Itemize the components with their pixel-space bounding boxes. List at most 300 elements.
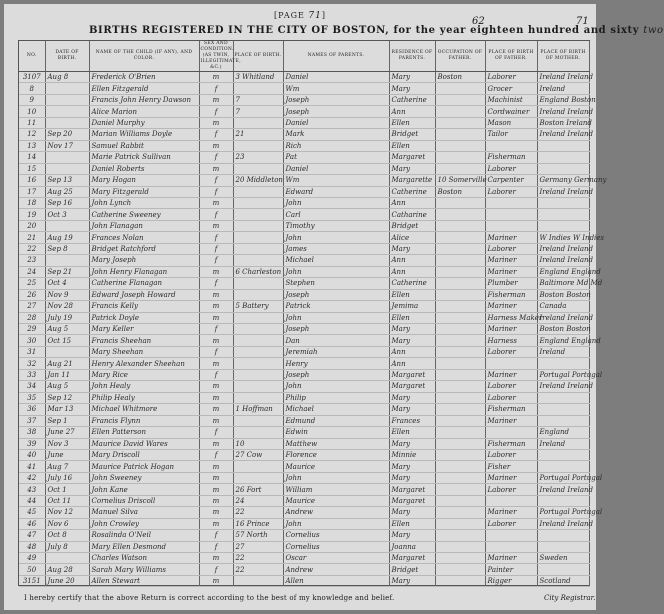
table-cell: John [283,232,389,243]
table-cell: Margaret [389,495,435,506]
table-cell: Bridget Ratchford [89,243,199,254]
table-cell: Edward [283,186,389,197]
table-cell [435,575,485,586]
table-cell: Grocer [485,83,537,94]
table-cell: m [199,312,233,323]
table-cell: Margaret [389,553,435,564]
table-cell [435,243,485,254]
table-cell: Joanna [389,541,435,552]
table-cell: m [199,404,233,415]
table-cell: Mariner [485,232,537,243]
table-cell: Edward Joseph Howard [89,289,199,300]
table-cell [45,117,89,128]
table-cell [233,335,283,346]
table-cell: Michael [283,404,389,415]
table-cell: Sweden [537,553,589,564]
table-cell [485,197,537,208]
table-cell [435,472,485,483]
table-cell: Frances [389,415,435,426]
table-cell: Allen Stewart [89,575,199,586]
table-cell: Mariner [485,255,537,266]
table-cell: Cornelius [283,530,389,541]
table-cell: Ellen [389,312,435,323]
table-cell: England England [537,266,589,277]
column-header: SEX AND CONDITION. (AS TWIN, ILLEGITIMATE, &C.) [200,41,241,70]
table-cell: Frederick O'Brien [89,72,199,83]
registrar-signature-label: City Registrar. [544,594,596,602]
table-cell [233,83,283,94]
table-cell: 47 [19,530,45,541]
table-cell: Oct 4 [45,278,89,289]
table-cell: John [283,518,389,529]
table-cell: 28 [19,312,45,323]
table-cell: Mary Sheehan [89,346,199,357]
table-cell [435,358,485,369]
table-cell: 18 [19,197,45,208]
table-row [19,140,589,151]
table-cell: Catherine Sweeney [89,209,199,220]
table-cell [435,323,485,334]
table-cell [45,255,89,266]
table-cell: Ellen [389,140,435,151]
table-row [19,266,589,277]
table-cell: Scotland [537,575,589,586]
table-cell: Allen [283,575,389,586]
table-cell: 7 [233,94,283,105]
table-cell: 46 [19,518,45,529]
table-cell: f [199,186,233,197]
table-cell: Mary Joseph [89,255,199,266]
table-cell: Fisherman [485,289,537,300]
table-header [19,41,589,72]
table-cell: Daniel Roberts [89,163,199,174]
table-cell: Ireland Ireland [537,255,589,266]
table-cell: Mariner [485,301,537,312]
table-cell: Sep 21 [45,266,89,277]
table-cell: 22 [233,507,283,518]
table-cell: Jemima [389,301,435,312]
table-cell: Ann [389,266,435,277]
table-cell: m [199,358,233,369]
table-cell: June [45,449,89,460]
table-cell: Rosalinda O'Neil [89,530,199,541]
table-cell [233,243,283,254]
table-cell: f [199,541,233,552]
table-cell [435,140,485,151]
table-cell: Margaret [389,152,435,163]
table-cell [435,106,485,117]
table-cell: Ann [389,106,435,117]
corner-mark-left: 62 [472,16,485,27]
table-cell: Nov 12 [45,507,89,518]
table-cell: John [283,197,389,208]
table-cell: Francis John Henry Dawson [89,94,199,105]
table-row [19,163,589,174]
table-cell: Ellen [389,117,435,128]
table-cell: Francis Kelly [89,301,199,312]
table-cell: Laborer [485,163,537,174]
table-cell: Harness Maker [485,312,537,323]
table-cell: Aug 25 [45,186,89,197]
table-cell [537,140,589,151]
table-cell: Aug 7 [45,461,89,472]
table-cell: Pat [283,152,389,163]
table-cell: f [199,449,233,460]
column-header: RESIDENCE OF PARENTS. [389,41,435,72]
table-cell [233,427,283,438]
table-cell: f [199,255,233,266]
table-cell: 7 [233,106,283,117]
table-row [19,209,589,220]
table-cell [435,129,485,140]
table-cell: John Kane [89,484,199,495]
table-cell: Bridget [389,220,435,231]
table-cell [435,541,485,552]
table-cell: m [199,197,233,208]
table-row [19,255,589,266]
table-cell: m [199,495,233,506]
table-row [19,323,589,334]
table-cell: Charles Watson [89,553,199,564]
table-cell: Catherine Flanagan [89,278,199,289]
table-cell: Ireland [537,346,589,357]
table-cell: Margaret [389,484,435,495]
table-cell [435,449,485,460]
table-cell: Stephen [283,278,389,289]
table-cell: 22 [19,243,45,254]
table-cell: Mary [389,575,435,586]
table-cell: Mariner [485,266,537,277]
table-cell: Maurice David Wares [89,438,199,449]
table-cell: Nov 3 [45,438,89,449]
table-cell: Joseph [283,94,389,105]
table-cell: Florence [283,449,389,460]
table-cell [537,197,589,208]
table-cell: John [283,266,389,277]
table-cell: Aug 21 [45,358,89,369]
table-cell: Ann [389,358,435,369]
table-cell: 50 [19,564,45,575]
table-cell: John Healy [89,381,199,392]
table-cell: Mariner [485,472,537,483]
table-cell [233,358,283,369]
table-cell [435,427,485,438]
table-cell: Daniel [283,117,389,128]
table-cell: Matthew [283,438,389,449]
table-cell: Mary Keller [89,323,199,334]
table-cell: m [199,553,233,564]
table-cell: Wm [283,83,389,94]
table-cell: Ann [389,255,435,266]
table-cell: 23 [233,152,283,163]
table-cell: July 8 [45,541,89,552]
table-row [19,278,589,289]
table-cell: Machinist [485,94,537,105]
table-cell: Portugal Portugal [537,507,589,518]
table-cell: m [199,575,233,586]
table-row [19,553,589,564]
table-cell [233,312,283,323]
table-cell [45,553,89,564]
table-cell: Jeremiah [283,346,389,357]
table-cell: Edmund [283,415,389,426]
title-year-suffix: two [643,25,664,36]
page-label: [PAGE [274,11,305,20]
table-cell: Ireland Ireland [537,129,589,140]
table-cell [435,507,485,518]
table-cell: Maurice [283,495,389,506]
table-cell: m [199,472,233,483]
table-cell: m [199,461,233,472]
table-cell: 41 [19,461,45,472]
table-cell: Ireland Ireland [537,243,589,254]
table-cell: 30 [19,335,45,346]
table-cell: Mary Rice [89,369,199,380]
table-cell: 27 [19,301,45,312]
table-cell: Mary [389,163,435,174]
table-row [19,83,589,94]
table-cell: James [283,243,389,254]
table-row [19,484,589,495]
table-cell: Andrew [283,507,389,518]
table-cell: Mary [389,83,435,94]
header-row [19,41,589,72]
table-cell [435,392,485,403]
table-cell: 34 [19,381,45,392]
table-row [19,507,589,518]
table-cell: 22 [233,553,283,564]
table-cell: Ellen [389,289,435,300]
title-text: BIRTHS REGISTERED IN THE CITY OF BOSTON, for the year eighteen hundred and sixty [89,25,640,36]
table-cell: f [199,243,233,254]
table-cell: Ireland Ireland [537,72,589,83]
table-cell: Mark [283,129,389,140]
table-cell: Maurice [283,461,389,472]
table-cell [233,117,283,128]
table-cell: Mary [389,72,435,83]
table-cell [435,94,485,105]
table-cell: Ellen Patterson [89,427,199,438]
table-cell: 33 [19,369,45,380]
table-cell: Mariner [485,415,537,426]
table-cell: 38 [19,427,45,438]
table-cell [537,461,589,472]
table-cell: Mary [389,243,435,254]
table-cell: 48 [19,541,45,552]
table-cell: W Indies W Indies [537,232,589,243]
table-cell: Boston Ireland [537,117,589,128]
table-cell: Mary [389,530,435,541]
table-cell [435,312,485,323]
table-cell [435,404,485,415]
table-cell: 3 Whitland [233,72,283,83]
table-cell: Plumber [485,278,537,289]
table-cell: Mary Hogan [89,175,199,186]
table-cell: Harness [485,335,537,346]
table-cell [233,140,283,151]
table-cell: Germany Germany [537,175,589,186]
table-cell: Sep 12 [45,392,89,403]
table-cell: Philip [283,392,389,403]
table-cell [233,323,283,334]
table-row [19,564,589,575]
table-cell: m [199,415,233,426]
table-cell: Mary Ellen Desmond [89,541,199,552]
table-cell: m [199,140,233,151]
table-cell [435,278,485,289]
column-header: DATE OF BIRTH. [45,41,89,72]
table-cell: Sep 8 [45,243,89,254]
table-cell [233,163,283,174]
table-cell [435,530,485,541]
table-cell [485,140,537,151]
table-cell: Ellen [389,427,435,438]
table-cell [435,197,485,208]
table-cell: Marie Patrick Sullivan [89,152,199,163]
table-cell [233,346,283,357]
table-cell: Fisherman [485,404,537,415]
column-header: PLACE OF BIRTH. [233,41,283,72]
table-cell: Bridget [389,129,435,140]
table-cell: 42 [19,472,45,483]
table-cell [537,541,589,552]
table-cell: Oscar [283,553,389,564]
table-cell: 24 [19,266,45,277]
table-cell: Aug 8 [45,72,89,83]
table-cell [435,564,485,575]
table-cell: William [283,484,389,495]
table-row [19,243,589,254]
table-cell: Joseph [283,369,389,380]
table-cell [537,209,589,220]
table-row [19,129,589,140]
table-cell: June 27 [45,427,89,438]
table-row [19,392,589,403]
table-cell: Portugal Portugal [537,472,589,483]
table-cell: Dan [283,335,389,346]
table-cell [233,575,283,586]
table-cell: Philip Healy [89,392,199,403]
table-cell: Henry Alexander Sheehan [89,358,199,369]
table-cell: f [199,232,233,243]
table-cell [537,358,589,369]
table-cell: 24 [233,495,283,506]
table-cell: 14 [19,152,45,163]
table-row [19,152,589,163]
table-cell: Alice Marion [89,106,199,117]
table-cell: f [199,427,233,438]
table-cell: Portugal Portugal [537,369,589,380]
table-cell: 40 [19,449,45,460]
table-row [19,369,589,380]
table-cell [233,472,283,483]
table-cell: 57 North [233,530,283,541]
table-cell: m [199,220,233,231]
page-number-header [4,11,596,21]
page-number: 71 [308,11,322,21]
table-cell: Nov 17 [45,140,89,151]
table-cell: Mary [389,392,435,403]
table-cell: 25 [19,278,45,289]
table-cell: Edwin [283,427,389,438]
table-cell: Marian Williams Doyle [89,129,199,140]
table-cell: Laborer [485,72,537,83]
table-cell: Mary [389,507,435,518]
table-cell: m [199,392,233,403]
table-cell: Mary [389,404,435,415]
table-cell: Samuel Rabbit [89,140,199,151]
table-cell: 21 [19,232,45,243]
table-row [19,312,589,323]
table-cell: 44 [19,495,45,506]
table-row [19,381,589,392]
table-cell: m [199,72,233,83]
table-cell: f [199,530,233,541]
table-cell [45,94,89,105]
table-row [19,461,589,472]
table-cell: Carl [283,209,389,220]
table-cell [45,163,89,174]
table-cell: John Sweeney [89,472,199,483]
table-cell: 36 [19,404,45,415]
table-cell [233,461,283,472]
table-cell [435,232,485,243]
table-cell [435,220,485,231]
table-cell: 12 [19,129,45,140]
table-cell [233,255,283,266]
table-cell: England [537,427,589,438]
table-cell: 29 [19,323,45,334]
table-cell: 26 Fort [233,484,283,495]
table-cell [485,530,537,541]
table-cell [45,83,89,94]
table-cell: England England [537,335,589,346]
table-cell: 16 Prince [233,518,283,529]
table-cell [435,255,485,266]
table-cell: Laborer [485,381,537,392]
table-cell [435,335,485,346]
table-row [19,346,589,357]
table-cell: 15 [19,163,45,174]
table-cell: Oct 1 [45,484,89,495]
table-cell [435,484,485,495]
table-row [19,530,589,541]
table-cell: Mary [389,438,435,449]
table-cell: 8 [19,83,45,94]
table-cell: 43 [19,484,45,495]
table-cell: m [199,117,233,128]
table-cell: Minnie [389,449,435,460]
table-cell [537,152,589,163]
table-cell [485,541,537,552]
table-cell [233,209,283,220]
table-cell: Francis Flynn [89,415,199,426]
table-cell: Andrew [283,564,389,575]
table-cell [435,301,485,312]
table-cell: 26 [19,289,45,300]
table-cell: Jan 11 [45,369,89,380]
table-cell: Fisher [485,461,537,472]
table-cell: 39 [19,438,45,449]
table-cell: f [199,106,233,117]
table-cell [537,495,589,506]
table-row [19,427,589,438]
table-cell: Catherine [389,278,435,289]
table-cell: Ireland Ireland [537,381,589,392]
table-cell: Laborer [485,243,537,254]
table-cell: Aug 19 [45,232,89,243]
table-cell: Rigger [485,575,537,586]
